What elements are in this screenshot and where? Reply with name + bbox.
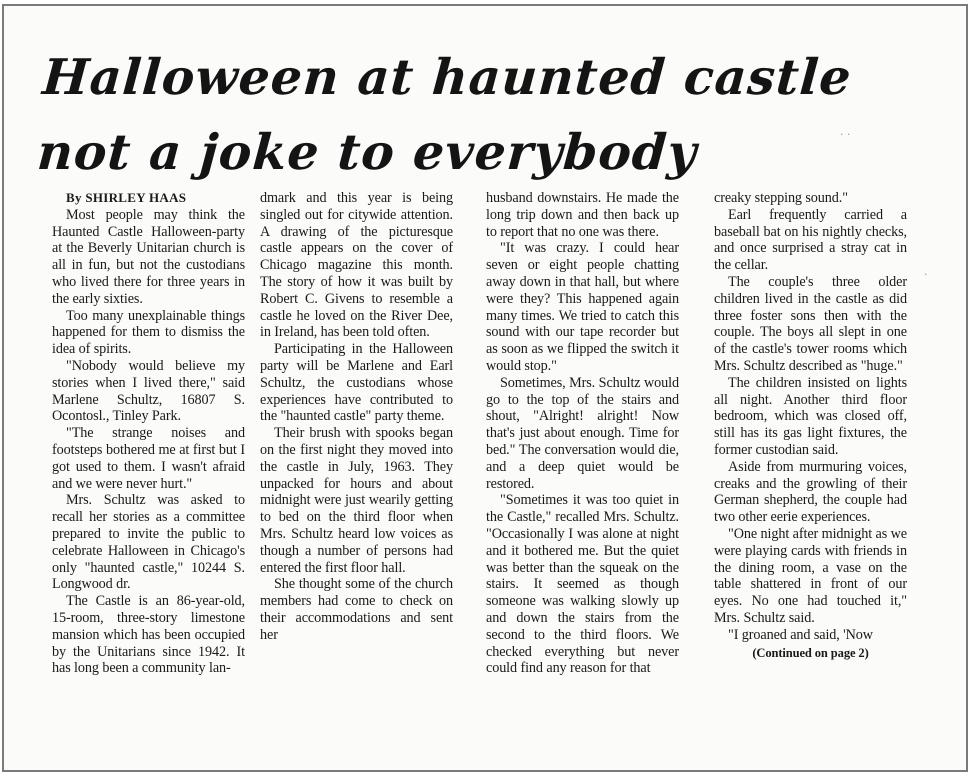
article-column-3 <box>486 190 679 677</box>
headline <box>35 40 945 190</box>
continued-note: (Continued on page 2) <box>752 645 869 660</box>
paragraph: Participating in the Halloween party will be Marlene and Earl Schultz, the custodians whose experiences have contributed to the "haunted castle" party theme. <box>260 341 453 425</box>
paragraph: Their brush with spooks began on the first night they moved into the castle in July, 1963. They unpacked for hours and about midnight were just wearily getting to bed on the third floor when Mrs. Schultz heard low voices as though a number of persons had entered the first floor hall. <box>260 425 453 576</box>
byline: By SHIRLEY HAAS <box>66 190 187 205</box>
article-column-4 <box>714 190 907 661</box>
headline-line-1: Halloween at haunted castle <box>40 48 854 106</box>
print-speck: · <box>924 268 928 281</box>
paragraph: husband downstairs. He made the long trip down and then back up to report that no one was there. <box>486 190 679 240</box>
print-speck: · · <box>840 128 851 141</box>
paragraph: "The strange noises and footsteps bothered me at first but I got used to them. I wasn't afraid and we were never hurt." <box>52 425 245 492</box>
paragraph: Too many unexplainable things happened for them to dismiss the idea of spirits. <box>52 307 245 358</box>
paragraph: dmark and this year is being singled out for citywide attention. A drawing of the picturesque castle appears on the cover of Chicago magazine this month. The story of how it was built by Robert C. Givens to resemble a castle he loved on the River Dee, in Ireland, has been told often. <box>260 190 453 341</box>
paragraph: The children insisted on lights all night. Another third floor bedroom, which was closed off, still has its gas light fixtures, the former custodian said. <box>714 374 907 458</box>
paragraph: "It was crazy. I could hear seven or eight people chatting away down in that hall, but where were they? This happened again many times. We tried to catch this sound with our tape recorder but as soon as we flipped the switch it would stop." <box>486 240 679 374</box>
paragraph: "I groaned and said, 'Now <box>728 626 873 643</box>
paragraph: "Sometimes it was too quiet in the Castle," recalled Mrs. Schultz. "Occasionally I was alone at night and it bothered me. But the quiet was better than the squeak on the stairs. It seemed as though someone was walking slowly up and down the stairs from the second to the third floors. We checked everything but never could find any reason for that <box>486 492 679 677</box>
headline-line-2: not a joke to everybody <box>35 123 700 181</box>
paragraph: creaky stepping sound." <box>714 190 848 206</box>
paragraph: Earl frequently carried a baseball bat on his nightly checks, and once surprised a stray cat in the cellar. <box>714 206 907 274</box>
paragraph: Aside from murmuring voices, creaks and the growling of their German shepherd, the couple had two other eerie experiences. <box>714 458 907 526</box>
paragraph: She thought some of the church members had come to check on their accommodations and sent her <box>260 576 453 643</box>
article-column-1 <box>52 190 245 677</box>
paragraph: The Castle is an 86-year-old, 15-room, three-story limestone mansion which has been occupied by the Unitarians since 1942. It has long been a community lan- <box>52 593 245 677</box>
paragraph: Sometimes, Mrs. Schultz would go to the top of the stairs and shout, "Alright! alright! Now that's just about enough. Time for bed." The conversation would die, and a deep quiet would be restored. <box>486 374 679 492</box>
paragraph: "Nobody would believe my stories when I lived there," said Marlene Schultz, 16807 S. Ocontosl., Tinley Park. <box>52 357 245 425</box>
paragraph: "One night after midnight as we were playing cards with friends in the dining room, a vase on the table shattered in front of our eyes. No one had touched it," Mrs. Schultz said. <box>714 525 907 626</box>
paragraph: Most people may think the Haunted Castle Halloween-party at the Beverly Unitarian church is all in fun, but not the custodians who lived there for three years in the early sixties. <box>52 206 245 307</box>
paragraph: The couple's three older children lived in the castle as did three foster sons then with the couple. The boys all slept in one of the castle's tower rooms which Mrs. Schultz described as "huge." <box>714 273 907 374</box>
article-column-2 <box>260 190 453 644</box>
paragraph: Mrs. Schultz was asked to recall her stories as a committee prepared to invite the public to celebrate Halloween in Chicago's only "haunted castle," 10244 S. Longwood dr. <box>52 492 245 593</box>
